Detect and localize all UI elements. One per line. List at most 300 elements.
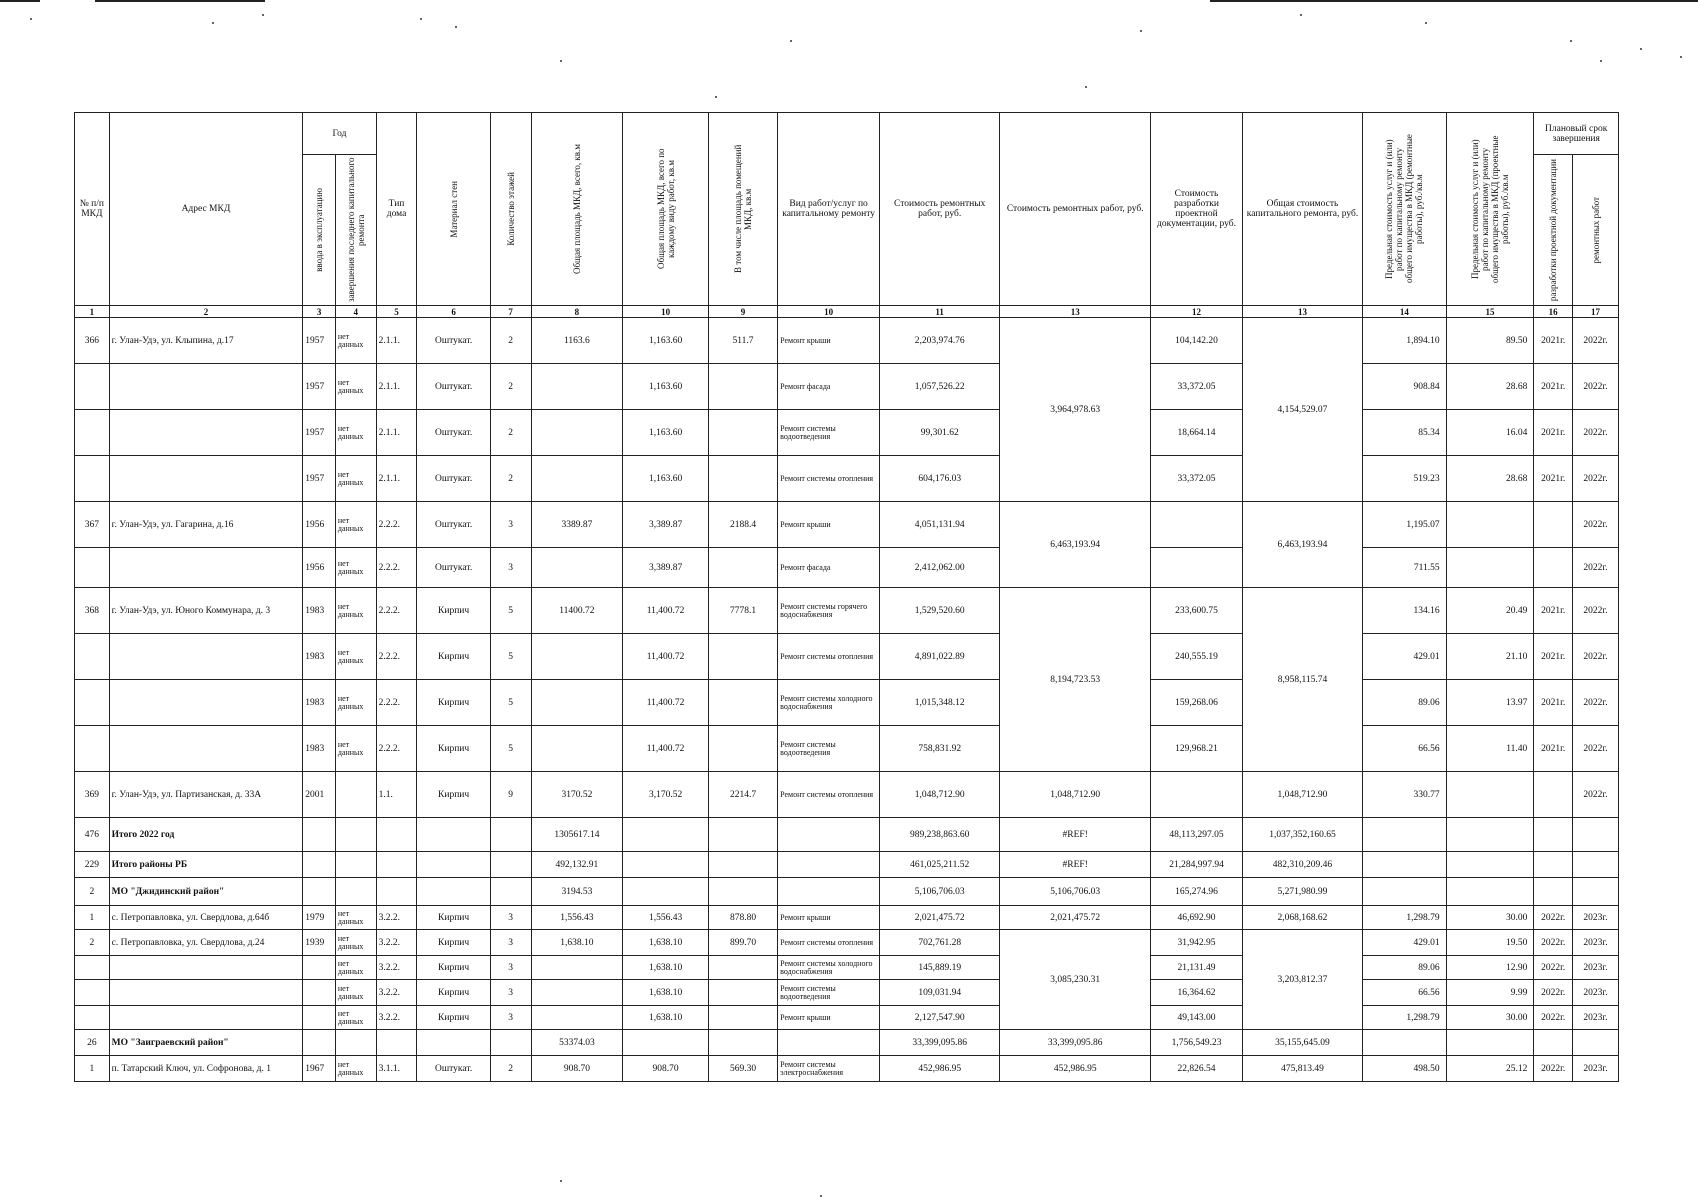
cell-fl: 3	[490, 930, 531, 956]
cell-d2	[1573, 818, 1619, 852]
scan-speck	[30, 18, 32, 20]
cell-d2: 2022г.	[1573, 772, 1619, 818]
cell-lim1	[1363, 818, 1447, 852]
scan-speck	[1600, 60, 1602, 62]
cell-lim2: 12.90	[1446, 956, 1534, 980]
cell-prem	[708, 1030, 777, 1056]
table-row	[75, 502, 1619, 548]
cell-total: 1,037,352,160.65	[1242, 818, 1362, 852]
table-row	[75, 410, 1619, 456]
scan-speck	[1300, 14, 1302, 16]
cell-addr	[109, 980, 303, 1006]
cell-lim1: 429.01	[1363, 930, 1447, 956]
scan-speck	[1680, 56, 1682, 58]
cell-no: 229	[75, 852, 110, 878]
cell-y1: 1957	[303, 318, 336, 364]
table-row	[75, 548, 1619, 588]
cell-work: Ремонт системы водоотведения	[778, 410, 880, 456]
cell-area_w: 1,556.43	[623, 906, 709, 930]
cell-total: 482,310,209.46	[1242, 852, 1362, 878]
cell-area_w	[623, 878, 709, 906]
cell-cost2: #REF!	[1000, 818, 1151, 852]
cell-lim1: 330.77	[1363, 772, 1447, 818]
cell-y1: 1957	[303, 410, 336, 456]
cell-mat: Оштукат.	[417, 410, 490, 456]
cell-lim2	[1446, 772, 1534, 818]
table-row	[75, 906, 1619, 930]
cell-area_w: 1,638.10	[623, 980, 709, 1006]
cell-design	[1151, 772, 1243, 818]
scan-speck	[1425, 22, 1427, 24]
cell-lim1: 1,298.79	[1363, 1006, 1447, 1030]
cell-mat: Кирпич	[417, 634, 490, 680]
column-number: 11	[880, 306, 1000, 318]
cell-prem	[708, 852, 777, 878]
cell-lim2: 20.49	[1446, 588, 1534, 634]
cell-work: Ремонт системы электроснабжения	[778, 1056, 880, 1082]
cell-lim2: 89.50	[1446, 318, 1534, 364]
cell-addr	[109, 364, 303, 410]
cell-no	[75, 410, 110, 456]
cell-lim1: 134.16	[1363, 588, 1447, 634]
cell-d1: 2022г.	[1534, 956, 1573, 980]
cell-fl: 2	[490, 1056, 531, 1082]
table-row	[75, 852, 1619, 878]
cell-mat	[417, 1030, 490, 1056]
cell-lim1: 498.50	[1363, 1056, 1447, 1082]
cell-d1: 2022г.	[1534, 980, 1573, 1006]
cell-type: 3.1.1.	[376, 1056, 417, 1082]
cell-d1	[1534, 502, 1573, 548]
cell-design: 21,131.49	[1151, 956, 1243, 980]
cell-design: 21,284,997.94	[1151, 852, 1243, 878]
cell-type: 3.2.2.	[376, 906, 417, 930]
cell-addr: Итого районы РБ	[109, 852, 303, 878]
cell-cost2: 1,048,712.90	[1000, 772, 1151, 818]
cell-cost2: 5,106,706.03	[1000, 878, 1151, 906]
cell-y1: 1979	[303, 906, 336, 930]
header-year-last-repair: завершения последнего капитального ремонта	[335, 155, 376, 306]
cell-area	[531, 634, 623, 680]
cell-mat: Оштукат.	[417, 318, 490, 364]
cell-work	[778, 818, 880, 852]
cell-fl	[490, 1030, 531, 1056]
cell-cost: 989,238,863.60	[880, 818, 1000, 852]
cell-no: 367	[75, 502, 110, 548]
cell-work: Ремонт фасада	[778, 548, 880, 588]
column-number: 10	[778, 306, 880, 318]
cell-y2: нет данных	[335, 956, 376, 980]
table-row	[75, 1030, 1619, 1056]
cell-d1: 2021г.	[1534, 634, 1573, 680]
cell-type: 3.2.2.	[376, 930, 417, 956]
cell-cost: 2,021,475.72	[880, 906, 1000, 930]
cell-d1: 2021г.	[1534, 456, 1573, 502]
cell-prem: 569.30	[708, 1056, 777, 1082]
cell-prem	[708, 410, 777, 456]
cell-design: 33,372.05	[1151, 364, 1243, 410]
cell-cost2: 3,085,230.31	[1000, 930, 1151, 1030]
cell-no: 26	[75, 1030, 110, 1056]
cell-area	[531, 456, 623, 502]
header-year-commissioning: ввода в эксплуатацию	[303, 155, 336, 306]
cell-y1	[303, 878, 336, 906]
table-row	[75, 364, 1619, 410]
cell-area_w: 1,163.60	[623, 318, 709, 364]
cell-total: 35,155,645.09	[1242, 1030, 1362, 1056]
cell-y2	[335, 772, 376, 818]
cell-y2: нет данных	[335, 1006, 376, 1030]
cell-no: 1	[75, 906, 110, 930]
cell-d2: 2022г.	[1573, 318, 1619, 364]
cell-fl: 3	[490, 548, 531, 588]
cell-y1: 1983	[303, 680, 336, 726]
cell-lim2: 25.12	[1446, 1056, 1534, 1082]
cell-work: Ремонт системы отопления	[778, 772, 880, 818]
cell-type	[376, 852, 417, 878]
table-row	[75, 980, 1619, 1006]
cell-y2: нет данных	[335, 634, 376, 680]
header-limit-cost-design: Предельная стоимость услуг и (или) работ по капитальному ремонту общего имущества в МКД (проектные работы), руб./кв.м	[1446, 113, 1534, 306]
cell-d2	[1573, 878, 1619, 906]
cell-type: 1.1.	[376, 772, 417, 818]
cell-mat: Кирпич	[417, 588, 490, 634]
cell-area	[531, 364, 623, 410]
cell-fl: 3	[490, 502, 531, 548]
cell-area	[531, 956, 623, 980]
cell-lim1: 908.84	[1363, 364, 1447, 410]
scan-speck	[1140, 30, 1142, 32]
scan-speck	[560, 1180, 562, 1182]
cell-fl: 5	[490, 726, 531, 772]
cell-lim2: 28.68	[1446, 364, 1534, 410]
column-number: 15	[1446, 306, 1534, 318]
cell-fl: 9	[490, 772, 531, 818]
cell-y1: 2001	[303, 772, 336, 818]
cell-fl	[490, 852, 531, 878]
cell-total: 2,068,168.62	[1242, 906, 1362, 930]
cell-design: 49,143.00	[1151, 1006, 1243, 1030]
column-number: 9	[708, 306, 777, 318]
cell-work: Ремонт крыши	[778, 906, 880, 930]
cell-work: Ремонт системы горячего водоснабжения	[778, 588, 880, 634]
cell-addr	[109, 548, 303, 588]
cell-area: 1163.6	[531, 318, 623, 364]
cell-prem	[708, 634, 777, 680]
cell-no	[75, 634, 110, 680]
column-number: 14	[1363, 306, 1447, 318]
cell-no	[75, 726, 110, 772]
cell-total: 6,463,193.94	[1242, 502, 1362, 588]
cell-mat: Кирпич	[417, 906, 490, 930]
header-deadline-group: Плановый срок завершения	[1534, 113, 1619, 155]
cell-mat: Кирпич	[417, 680, 490, 726]
cell-y1: 1983	[303, 634, 336, 680]
cell-type: 3.2.2.	[376, 956, 417, 980]
cell-work	[778, 878, 880, 906]
cell-work: Ремонт фасада	[778, 364, 880, 410]
cell-lim1: 711.55	[1363, 548, 1447, 588]
cell-area_w: 1,163.60	[623, 410, 709, 456]
cell-lim1	[1363, 1030, 1447, 1056]
cell-area_w: 11,400.72	[623, 634, 709, 680]
cell-y2	[335, 818, 376, 852]
cell-cost: 461,025,211.52	[880, 852, 1000, 878]
cell-lim2: 21.10	[1446, 634, 1534, 680]
table-row	[75, 818, 1619, 852]
cell-type: 2.2.2.	[376, 588, 417, 634]
cell-prem	[708, 818, 777, 852]
table-row	[75, 588, 1619, 634]
cell-work	[778, 852, 880, 878]
table-row	[75, 318, 1619, 364]
cell-addr	[109, 410, 303, 456]
cell-y1	[303, 956, 336, 980]
column-number: 7	[490, 306, 531, 318]
cell-work	[778, 1030, 880, 1056]
cell-area	[531, 980, 623, 1006]
cell-lim2: 28.68	[1446, 456, 1534, 502]
scan-speck	[262, 14, 264, 16]
cell-prem	[708, 726, 777, 772]
cell-area: 1,556.43	[531, 906, 623, 930]
cell-d1: 2021г.	[1534, 410, 1573, 456]
cell-lim2	[1446, 502, 1534, 548]
column-number: 12	[1151, 306, 1243, 318]
cell-prem: 7778.1	[708, 588, 777, 634]
header-total-area: Общая площадь МКД, всего, кв.м	[531, 113, 623, 306]
cell-area_w: 3,389.87	[623, 548, 709, 588]
cell-lim2: 9.99	[1446, 980, 1534, 1006]
cell-area_w: 1,638.10	[623, 1006, 709, 1030]
cell-y2: нет данных	[335, 680, 376, 726]
cell-no	[75, 956, 110, 980]
cell-mat: Оштукат.	[417, 364, 490, 410]
cell-d1: 2021г.	[1534, 588, 1573, 634]
cell-d2: 2023г.	[1573, 956, 1619, 980]
cell-y2: нет данных	[335, 930, 376, 956]
cell-d2: 2023г.	[1573, 980, 1619, 1006]
cell-area_w: 908.70	[623, 1056, 709, 1082]
cell-addr	[109, 1006, 303, 1030]
header-design-cost: Стоимость разработки проектной документации, руб.	[1151, 113, 1243, 306]
column-number: 10	[623, 306, 709, 318]
cell-type: 2.2.2.	[376, 726, 417, 772]
cell-no: 366	[75, 318, 110, 364]
cell-fl: 2	[490, 364, 531, 410]
cell-d1	[1534, 852, 1573, 878]
header-premises-area: В том числе площадь помещений МКД, кв.м	[708, 113, 777, 306]
cell-prem: 899.70	[708, 930, 777, 956]
capital-repair-table-sheet	[74, 112, 1619, 1132]
cell-cost: 5,106,706.03	[880, 878, 1000, 906]
cell-type: 2.2.2.	[376, 680, 417, 726]
cell-area	[531, 726, 623, 772]
cell-d1: 2022г.	[1534, 1056, 1573, 1082]
cell-prem	[708, 1006, 777, 1030]
column-number: 16	[1534, 306, 1573, 318]
cell-y1: 1939	[303, 930, 336, 956]
cell-fl	[490, 818, 531, 852]
cell-area	[531, 548, 623, 588]
cell-area_w: 11,400.72	[623, 680, 709, 726]
cell-mat: Кирпич	[417, 726, 490, 772]
cell-addr: г. Улан-Удэ, ул. Юного Коммунара, д. 3	[109, 588, 303, 634]
header-area-by-work: Общая площадь МКД, всего по каждому виду работ, кв.м	[623, 113, 709, 306]
cell-prem: 2214.7	[708, 772, 777, 818]
cell-y2	[335, 1030, 376, 1056]
cell-d2: 2022г.	[1573, 502, 1619, 548]
cell-d2	[1573, 1030, 1619, 1056]
column-number: 4	[335, 306, 376, 318]
cell-area	[531, 680, 623, 726]
cell-y1: 1983	[303, 588, 336, 634]
cell-mat: Кирпич	[417, 956, 490, 980]
cell-d1	[1534, 548, 1573, 588]
cell-mat: Оштукат.	[417, 456, 490, 502]
cell-type: 2.1.1.	[376, 456, 417, 502]
cell-d1	[1534, 818, 1573, 852]
cell-d2: 2023г.	[1573, 1006, 1619, 1030]
cell-design: 48,113,297.05	[1151, 818, 1243, 852]
cell-area: 3170.52	[531, 772, 623, 818]
cell-d2: 2022г.	[1573, 364, 1619, 410]
cell-d1: 2021г.	[1534, 318, 1573, 364]
cell-d2: 2022г.	[1573, 410, 1619, 456]
cell-d1: 2021г.	[1534, 680, 1573, 726]
cell-d2: 2022г.	[1573, 726, 1619, 772]
cell-area_w: 1,638.10	[623, 956, 709, 980]
cell-lim1: 66.56	[1363, 980, 1447, 1006]
scan-speck	[420, 18, 422, 20]
cell-cost2: 8,194,723.53	[1000, 588, 1151, 772]
cell-d1: 2021г.	[1534, 726, 1573, 772]
cell-area: 1305617.14	[531, 818, 623, 852]
cell-y2: нет данных	[335, 548, 376, 588]
cell-cost: 2,127,547.90	[880, 1006, 1000, 1030]
cell-lim1: 1,894.10	[1363, 318, 1447, 364]
cell-type: 2.2.2.	[376, 502, 417, 548]
cell-fl	[490, 878, 531, 906]
cell-lim1	[1363, 852, 1447, 878]
cell-d2	[1573, 852, 1619, 878]
cell-cost2: #REF!	[1000, 852, 1151, 878]
cell-type: 3.2.2.	[376, 980, 417, 1006]
cell-lim1: 429.01	[1363, 634, 1447, 680]
cell-y1	[303, 852, 336, 878]
table-row	[75, 634, 1619, 680]
cell-prem: 878.80	[708, 906, 777, 930]
cell-y1	[303, 818, 336, 852]
cell-d1: 2022г.	[1534, 930, 1573, 956]
header-no: № п/п МКД	[75, 113, 110, 306]
cell-addr: п. Татарский Ключ, ул. Софронова, д. 1	[109, 1056, 303, 1082]
cell-type: 2.2.2.	[376, 634, 417, 680]
cell-total: 8,958,115.74	[1242, 588, 1362, 772]
scan-speck	[1570, 40, 1572, 42]
cell-no: 476	[75, 818, 110, 852]
cell-d1	[1534, 1030, 1573, 1056]
cell-no	[75, 1006, 110, 1030]
cell-type	[376, 818, 417, 852]
cell-mat	[417, 818, 490, 852]
cell-mat: Оштукат.	[417, 502, 490, 548]
cell-lim2: 11.40	[1446, 726, 1534, 772]
table-row	[75, 456, 1619, 502]
cell-mat: Оштукат.	[417, 1056, 490, 1082]
cell-total: 5,271,980.99	[1242, 878, 1362, 906]
cell-prem: 511.7	[708, 318, 777, 364]
cell-y1	[303, 980, 336, 1006]
cell-work: Ремонт крыши	[778, 318, 880, 364]
cell-area: 492,132.91	[531, 852, 623, 878]
cell-cost: 2,203,974.76	[880, 318, 1000, 364]
cell-area_w: 1,163.60	[623, 364, 709, 410]
cell-design: 1,756,549.23	[1151, 1030, 1243, 1056]
cell-no	[75, 548, 110, 588]
cell-d2: 2023г.	[1573, 1056, 1619, 1082]
cell-total: 475,813.49	[1242, 1056, 1362, 1082]
cell-cost: 2,412,062.00	[880, 548, 1000, 588]
cell-prem	[708, 456, 777, 502]
column-number: 6	[417, 306, 490, 318]
cell-y2	[335, 878, 376, 906]
cell-no: 368	[75, 588, 110, 634]
scan-speck	[715, 96, 717, 98]
cell-d2: 2022г.	[1573, 548, 1619, 588]
cell-cost2: 452,986.95	[1000, 1056, 1151, 1082]
cell-lim1: 1,298.79	[1363, 906, 1447, 930]
cell-mat: Кирпич	[417, 930, 490, 956]
cell-cost2: 2,021,475.72	[1000, 906, 1151, 930]
scan-speck	[212, 22, 214, 24]
cell-addr: Итого 2022 год	[109, 818, 303, 852]
scan-speck	[790, 40, 792, 42]
cell-design	[1151, 502, 1243, 548]
cell-no	[75, 456, 110, 502]
cell-work: Ремонт системы отопления	[778, 930, 880, 956]
cell-work: Ремонт системы холодного водоснабжения	[778, 956, 880, 980]
cell-mat: Кирпич	[417, 980, 490, 1006]
cell-fl: 5	[490, 634, 531, 680]
cell-area	[531, 410, 623, 456]
cell-area_w: 11,400.72	[623, 588, 709, 634]
scan-speck	[455, 26, 457, 28]
scan-speck	[1085, 86, 1087, 88]
cell-area_w: 3,170.52	[623, 772, 709, 818]
cell-prem	[708, 878, 777, 906]
cell-d1: 2022г.	[1534, 906, 1573, 930]
header-house-type: Тип дома	[376, 113, 417, 306]
cell-d1: 2021г.	[1534, 364, 1573, 410]
cell-mat	[417, 852, 490, 878]
cell-cost: 145,889.19	[880, 956, 1000, 980]
cell-area: 3389.87	[531, 502, 623, 548]
cell-cost: 4,891,022.89	[880, 634, 1000, 680]
cell-fl: 3	[490, 1006, 531, 1030]
cell-cost: 33,399,095.86	[880, 1030, 1000, 1056]
cell-cost: 758,831.92	[880, 726, 1000, 772]
cell-y2: нет данных	[335, 726, 376, 772]
cell-fl: 2	[490, 456, 531, 502]
cell-addr	[109, 726, 303, 772]
cell-addr	[109, 634, 303, 680]
cell-lim2: 16.04	[1446, 410, 1534, 456]
cell-cost2: 33,399,095.86	[1000, 1030, 1151, 1056]
cell-area_w: 3,389.87	[623, 502, 709, 548]
cell-d2: 2022г.	[1573, 588, 1619, 634]
header-wall-material: Материал стен	[417, 113, 490, 306]
